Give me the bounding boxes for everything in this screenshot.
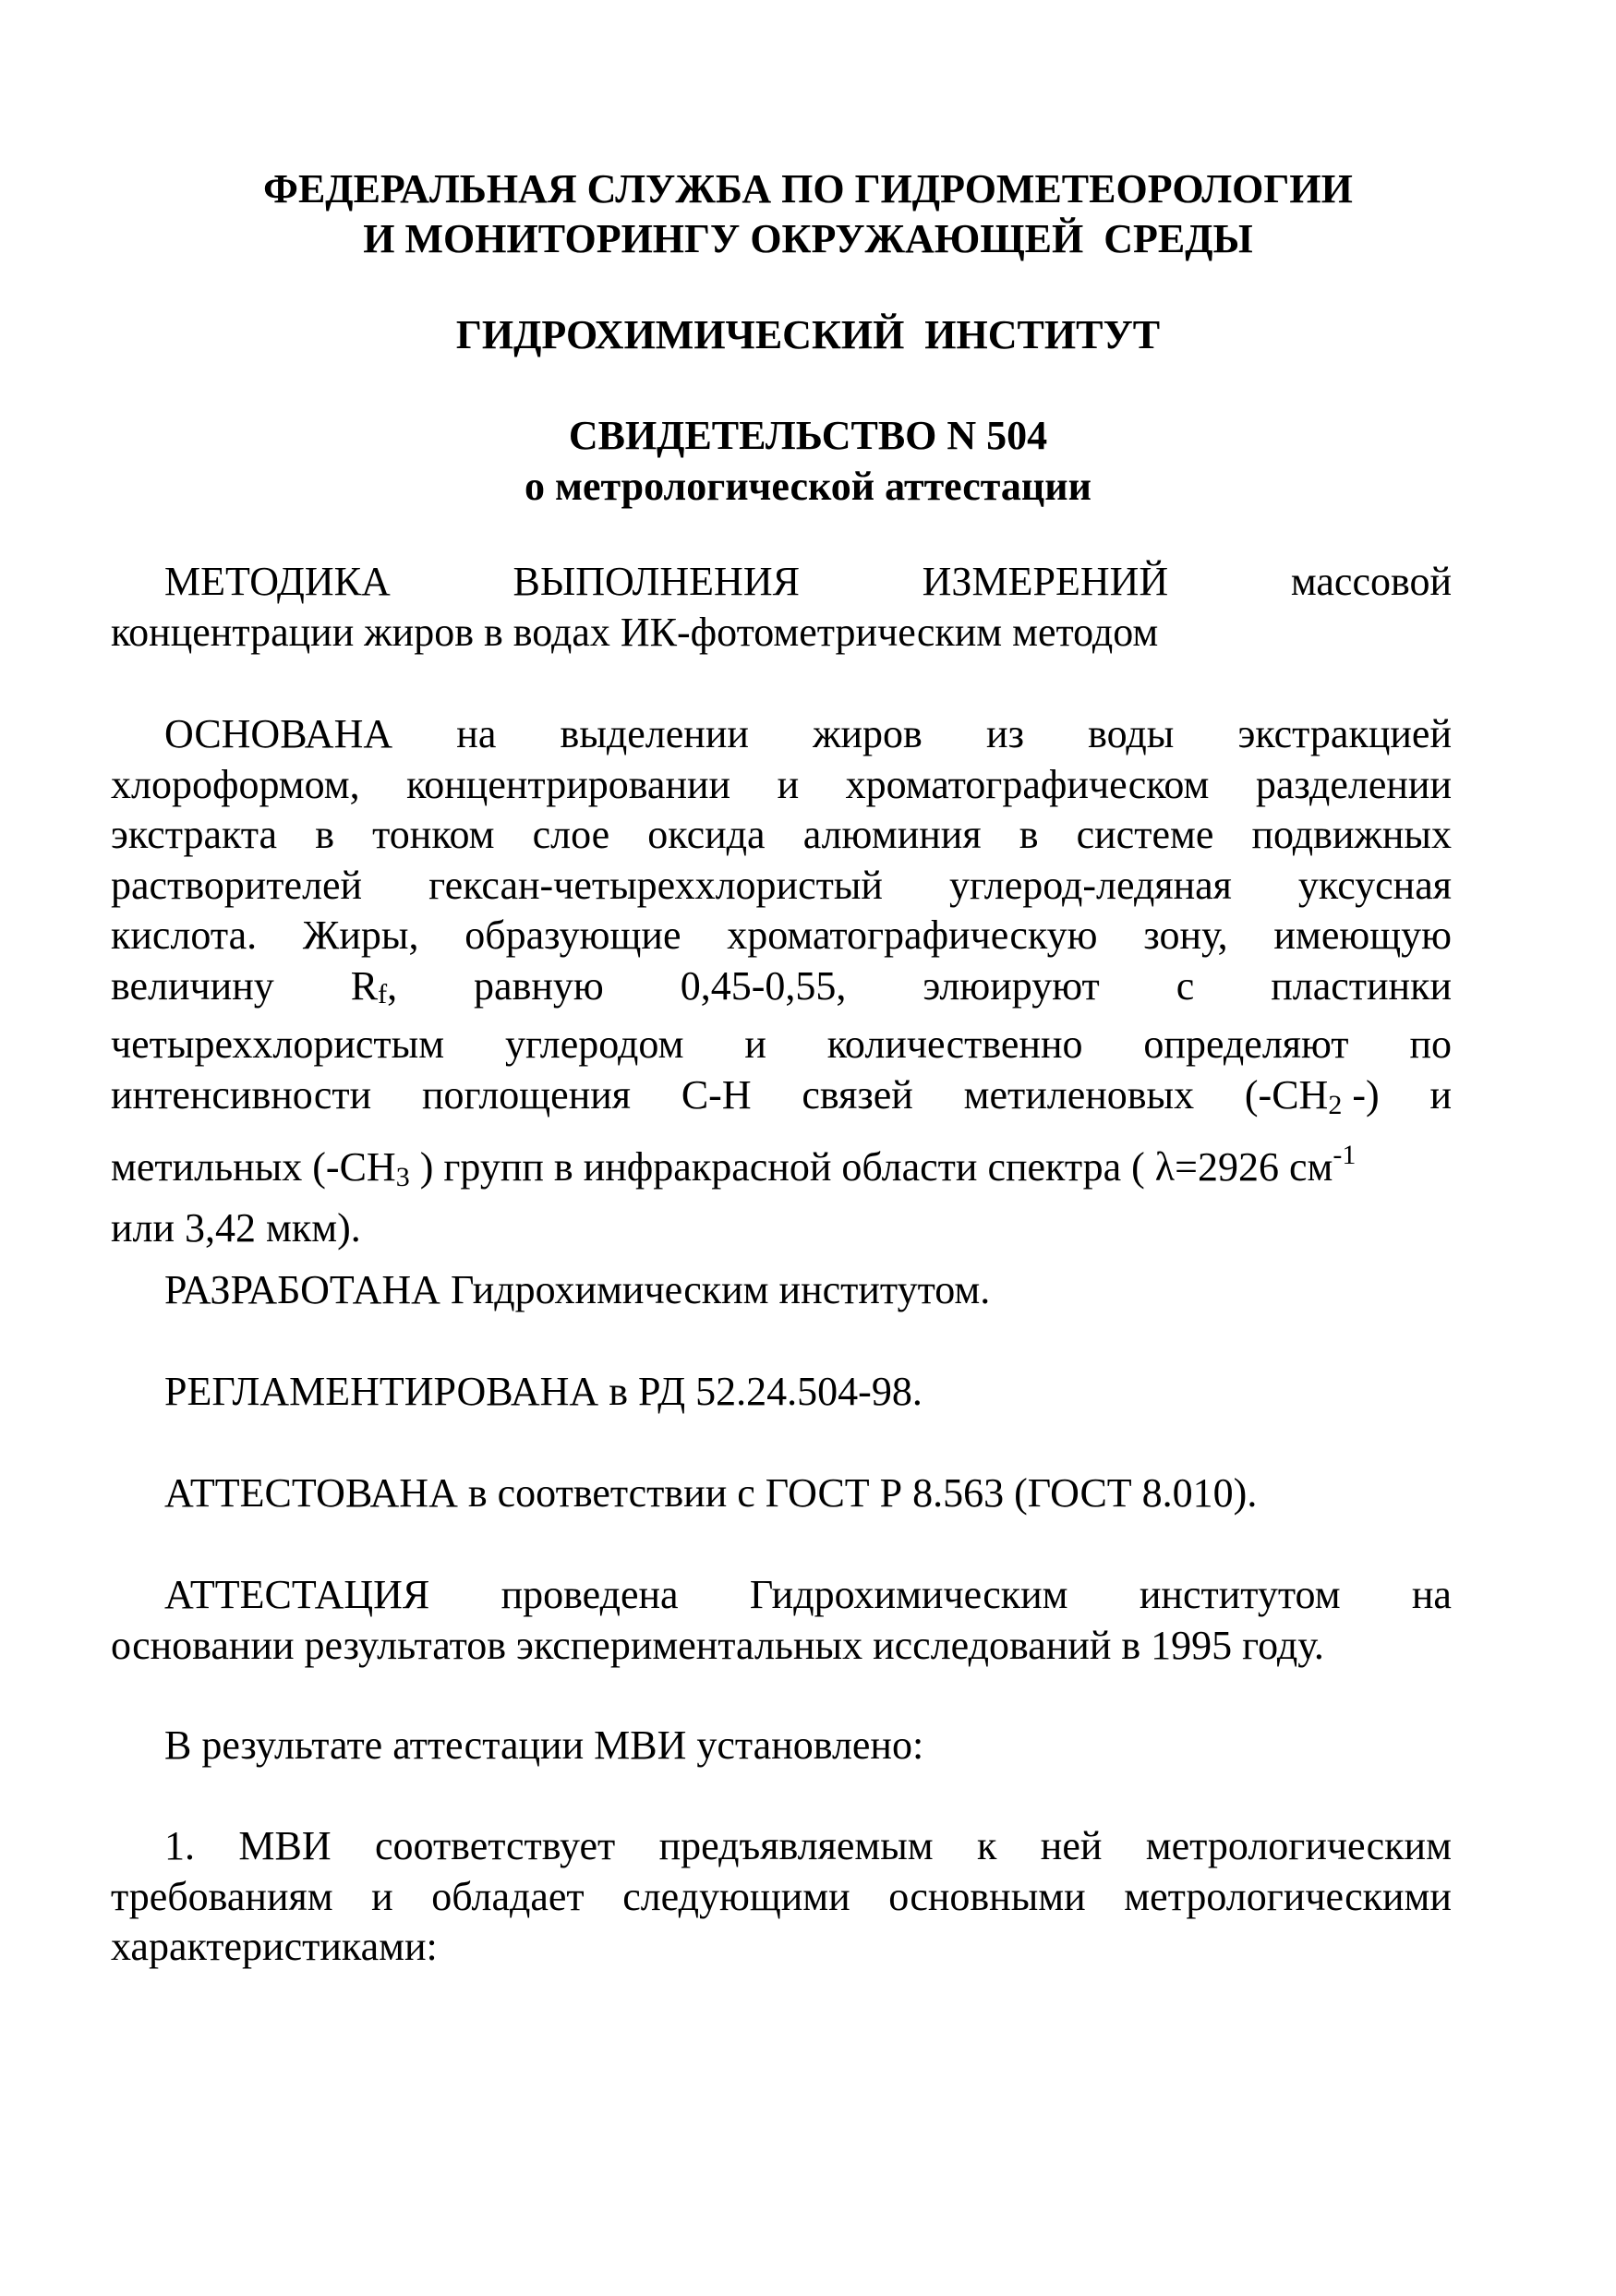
basis-word: с (1176, 962, 1195, 1009)
basis-word: по (1409, 1021, 1452, 1067)
basis-word: концентрировании (406, 761, 731, 807)
attestation-word: проведена (500, 1572, 679, 1617)
attestation-word: АТТЕСТАЦИЯ (164, 1572, 430, 1617)
basis-word: зону, (1143, 912, 1228, 958)
basis-word: кислота. (111, 912, 258, 958)
attestation-paragraph (111, 1570, 1452, 1671)
item-word: следующими (622, 1873, 850, 1919)
basis-word: экстракта (111, 812, 278, 857)
method-paragraph (111, 557, 1452, 658)
institute-name: ГИДРОХИМИЧЕСКИЙ ИНСТИТУТ (455, 312, 1161, 357)
item-word: обладает (431, 1873, 585, 1919)
basis-word: разделении (1255, 761, 1452, 807)
regulated-paragraph (111, 1367, 1505, 1418)
ch3-text: метильных (-CH (111, 1144, 396, 1190)
basis-word: уксусная (1297, 862, 1452, 908)
basis-word: гексан-четыреххлористый (428, 862, 883, 908)
basis-word: равную (474, 962, 604, 1009)
ch2-text: (-CH (1244, 1071, 1329, 1118)
basis-line-1 (111, 709, 1452, 760)
basis-word: выделении (560, 711, 749, 756)
rf-symbol (351, 961, 397, 1021)
agency-name-line2: И МОНИТОРИНГУ ОКРУЖАЮЩЕЙ СРЕДЫ (363, 216, 1253, 261)
item-1-line-3: характеристиками: (111, 1924, 438, 1969)
attestation-word: Гидрохимическим (749, 1572, 1068, 1617)
basis-line-10: или 3,42 мкм). (111, 1204, 361, 1251)
item-word: предъявляемым (658, 1823, 934, 1868)
attested-paragraph (111, 1468, 1505, 1519)
basis-word: хроматографическую (727, 912, 1098, 958)
agency-name (0, 164, 1616, 264)
basis-word: 0,45-0,55, (680, 962, 847, 1009)
basis-word: из (986, 711, 1024, 756)
basis-line-7 (111, 1020, 1452, 1070)
item-word: соответствует (375, 1823, 616, 1868)
basis-word: в (315, 812, 334, 857)
basis-word: хроматографическом (845, 761, 1210, 807)
basis-line-5 (111, 911, 1452, 961)
certificate-title: СВИДЕТЕЛЬСТВО N 504 (568, 413, 1048, 458)
item-word: к (977, 1823, 997, 1868)
agency-name-line1: ФЕДЕРАЛЬНАЯ СЛУЖБА ПО ГИДРОМЕТЕОРОЛОГИИ (263, 166, 1353, 211)
basis-word: метиленовых (963, 1071, 1195, 1118)
result-paragraph (111, 1721, 1505, 1771)
ch2-subscript: 2 (1328, 1089, 1343, 1120)
attestation-line-1 (111, 1570, 1452, 1621)
basis-word: величину (111, 962, 274, 1009)
basis-word: ОСНОВАНА (164, 711, 393, 756)
basis-word: воды (1088, 711, 1175, 756)
basis-word: количественно (826, 1021, 1083, 1067)
basis-word: имеющую (1273, 912, 1452, 958)
regulated-text: в РД 52.24.504-98. (598, 1369, 923, 1414)
basis-word: оксида (647, 812, 766, 857)
item-word: ней (1040, 1823, 1103, 1868)
method-word: ИЗМЕРЕНИЙ (922, 559, 1169, 604)
basis-word: и (1429, 1071, 1452, 1118)
item-word: 1. (164, 1823, 195, 1868)
basis-word: интенсивности (111, 1071, 372, 1118)
ch2-end: -) (1342, 1071, 1380, 1118)
basis-paragraph (111, 709, 1452, 1253)
item-1-line-2 (111, 1872, 1452, 1923)
developed-text: Гидрохимическим институтом. (440, 1267, 991, 1312)
attested-lead: АТТЕСТОВАНА (164, 1470, 458, 1516)
attested-text: в соответствии с ГОСТ Р 8.563 (ГОСТ 8.010). (457, 1470, 1258, 1516)
result-text: В результате аттестации МВИ установлено: (164, 1722, 924, 1768)
item-word: метрологическим (1145, 1823, 1452, 1868)
basis-line-9 (111, 1130, 1452, 1203)
basis-word: и (777, 761, 800, 807)
basis-word: хлороформом, (111, 761, 360, 807)
method-line-1 (111, 557, 1452, 608)
basis-word: пластинки (1271, 962, 1452, 1009)
basis-word: экстракцией (1237, 711, 1452, 756)
basis-line-2 (111, 760, 1452, 811)
basis-line-8 (111, 1070, 1452, 1131)
regulated-lead: РЕГЛАМЕНТИРОВАНА (164, 1369, 599, 1414)
method-word: ВЫПОЛНЕНИЯ (513, 559, 800, 604)
basis-word: системе (1076, 812, 1214, 857)
wavelength-text: ) групп в инфракрасной области спектра ( λ=2926 см (409, 1144, 1333, 1190)
basis-word: и (744, 1021, 766, 1067)
basis-word: определяют (1143, 1021, 1349, 1067)
attestation-word: институтом (1139, 1572, 1341, 1617)
ch2-formula (1245, 1070, 1380, 1131)
unit-superscript: -1 (1333, 1140, 1357, 1170)
basis-word: углерод-ледяная (948, 862, 1232, 908)
rf-letter: R (350, 962, 379, 1009)
method-line-2: концентрации жиров в водах ИК-фотометрическим методом (111, 609, 1159, 655)
basis-word: Жиры, (302, 912, 419, 958)
rf-subscript: f (378, 978, 388, 1009)
basis-line-3 (111, 810, 1452, 861)
basis-line-6 (111, 961, 1452, 1021)
item-word: метрологическими (1124, 1873, 1452, 1919)
basis-word: на (456, 711, 497, 756)
basis-word: алюминия (802, 812, 982, 857)
ch3-subscript: 3 (395, 1162, 410, 1192)
method-word: МЕТОДИКА (164, 559, 391, 604)
item-word: требованиям (111, 1873, 333, 1919)
basis-line-4 (111, 861, 1452, 912)
basis-word: растворителей (111, 862, 363, 908)
rf-comma: , (387, 962, 398, 1009)
certificate-subtitle: о метрологической аттестации (525, 464, 1091, 509)
basis-word: тонком (372, 812, 495, 857)
basis-word: поглощения (421, 1071, 632, 1118)
attestation-line-2: основании результатов экспериментальных исследований в 1995 году. (111, 1622, 1324, 1668)
item-word: и (371, 1873, 393, 1919)
basis-word: С-Н (681, 1071, 752, 1118)
item-word: основными (888, 1873, 1086, 1919)
attestation-word: на (1411, 1572, 1452, 1617)
basis-word: слое (532, 812, 610, 857)
basis-word: связей (802, 1071, 913, 1118)
item-1-paragraph (111, 1821, 1452, 1973)
basis-word: образующие (464, 912, 681, 958)
item-1-line-1 (111, 1821, 1452, 1872)
basis-word: в (1019, 812, 1039, 857)
basis-word: элюируют (923, 962, 1100, 1009)
developed-paragraph (111, 1265, 1505, 1316)
basis-word: углеродом (504, 1021, 684, 1067)
basis-word: подвижных (1251, 812, 1452, 857)
method-word: массовой (1290, 559, 1452, 604)
basis-word: четыреххлористым (111, 1021, 445, 1067)
developed-lead: РАЗРАБОТАНА (164, 1267, 440, 1312)
item-word: МВИ (238, 1823, 332, 1868)
basis-word: жиров (813, 711, 923, 756)
